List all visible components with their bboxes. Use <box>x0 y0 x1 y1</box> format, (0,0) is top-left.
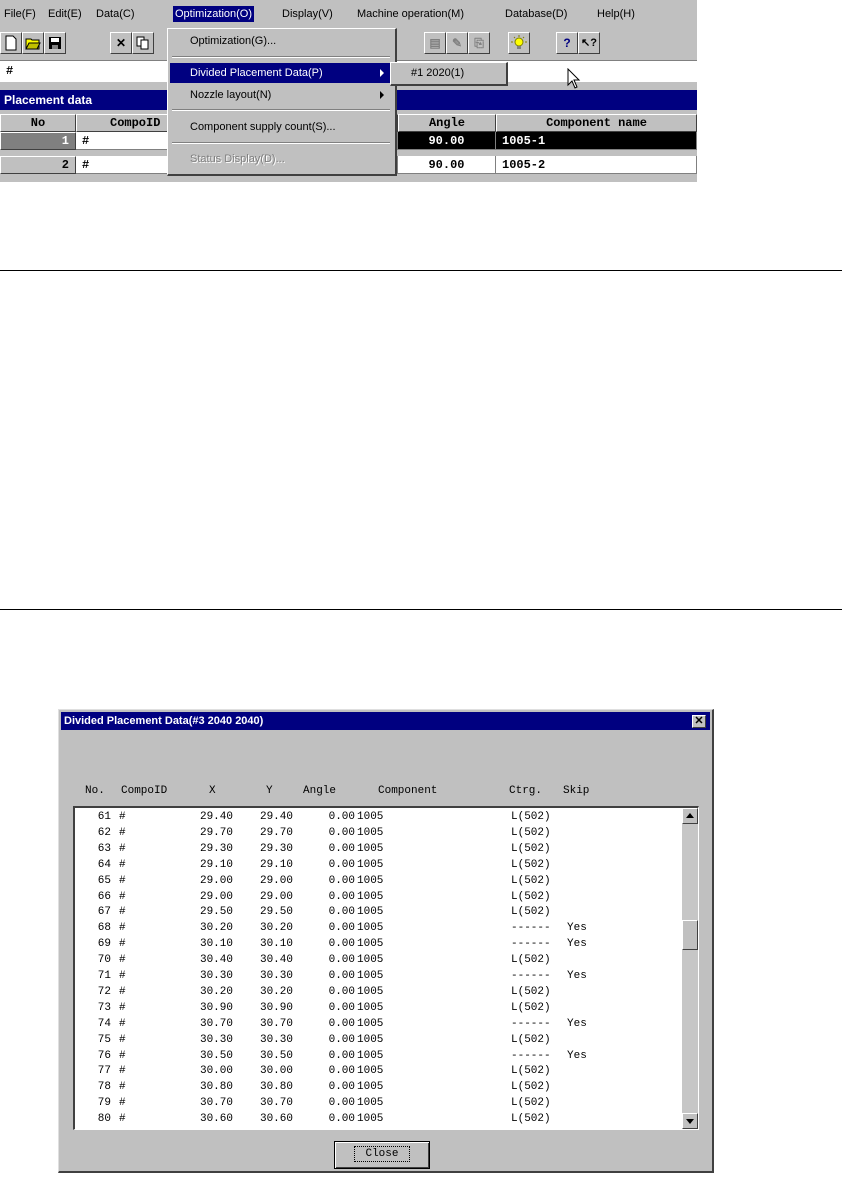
cell-no: 72 <box>97 985 111 998</box>
table-row[interactable] <box>75 1064 675 1080</box>
cell-component: 1005 <box>357 1113 384 1126</box>
cell-x: 30.70 <box>199 1017 233 1030</box>
cell-y: 30.70 <box>259 1017 293 1030</box>
cell-compoid: # <box>119 890 126 903</box>
menu-file[interactable]: File(F) <box>4 8 36 20</box>
cell-compoid: # <box>119 1033 126 1046</box>
cell-skip: Yes <box>567 938 587 951</box>
optimization-dropdown <box>167 28 397 176</box>
cell-no: 78 <box>97 1081 111 1094</box>
cell-compoid: # <box>119 1049 126 1062</box>
cell-compoid: # <box>119 954 126 967</box>
cell-angle[interactable]: 90.00 <box>398 132 496 150</box>
cell-no: 64 <box>97 858 111 871</box>
cell-compoid: # <box>119 922 126 935</box>
col-header-component-name[interactable]: Component name <box>496 114 697 132</box>
submenu-item-2020[interactable]: #1 2020(1) <box>390 62 508 86</box>
col-header-no[interactable]: No <box>0 114 76 132</box>
cell-angle: 0.00 <box>328 890 355 903</box>
cell-angle: 0.00 <box>328 858 355 871</box>
cell-skip: Yes <box>567 1049 587 1062</box>
cell-skip: Yes <box>567 1017 587 1030</box>
cell-component: 1005 <box>357 890 384 903</box>
menu-edit[interactable]: Edit(E) <box>48 8 82 20</box>
cell-ctrg: L(502) <box>511 1097 551 1110</box>
cell-no: 79 <box>97 1097 111 1110</box>
divider <box>0 270 842 271</box>
cell-no: 66 <box>97 890 111 903</box>
submenu-arrow-icon <box>380 91 384 99</box>
cell-x: 29.00 <box>199 874 233 887</box>
menu-separator <box>172 142 390 144</box>
cell-compoid: # <box>119 1001 126 1014</box>
cell-x: 30.20 <box>199 985 233 998</box>
cell-skip: Yes <box>567 922 587 935</box>
cell-compoid: # <box>119 811 126 823</box>
cell-y: 30.90 <box>259 1001 293 1014</box>
cell-y: 29.10 <box>259 858 293 871</box>
row-header-2[interactable]: 2 <box>0 156 76 174</box>
col-header-skip: Skip <box>563 785 590 797</box>
cell-component: 1005 <box>357 1081 384 1094</box>
table-row[interactable] <box>75 1049 675 1065</box>
menu-database[interactable]: Database(D) <box>505 8 568 20</box>
cell-y: 29.50 <box>259 906 293 919</box>
menu-display[interactable]: Display(V) <box>282 8 333 20</box>
cell-compoid: # <box>119 826 126 839</box>
cell-x: 29.30 <box>199 842 233 855</box>
col-header-x: X <box>209 785 216 797</box>
cell-no: 69 <box>97 938 111 951</box>
cell-compoid: # <box>119 1113 126 1126</box>
submenu-arrow-icon <box>380 69 384 77</box>
scrollbar-thumb[interactable] <box>682 920 698 950</box>
cell-no: 68 <box>97 922 111 935</box>
cell-y: 30.20 <box>259 985 293 998</box>
cell-no: 76 <box>97 1049 111 1062</box>
cell-angle[interactable]: 90.00 <box>398 156 496 174</box>
col-header-y: Y <box>266 785 273 797</box>
table-row[interactable] <box>75 1112 675 1128</box>
cell-x: 29.00 <box>199 890 233 903</box>
cell-x: 30.00 <box>199 1065 233 1078</box>
cell-angle: 0.00 <box>328 874 355 887</box>
cell-compoid[interactable]: # <box>76 132 398 150</box>
cell-x: 29.10 <box>199 858 233 871</box>
delete-icon[interactable]: ✕ <box>110 32 132 54</box>
col-header-angle[interactable]: Angle <box>398 114 496 132</box>
col-header-ctrg: Ctrg. <box>509 785 543 797</box>
cell-component: 1005 <box>357 985 384 998</box>
bulb-icon[interactable] <box>508 32 530 54</box>
cell-angle: 0.00 <box>328 1001 355 1014</box>
cell-component: 1005 <box>357 906 384 919</box>
cell-y: 30.80 <box>259 1081 293 1094</box>
cell-x: 30.40 <box>199 954 233 967</box>
cell-no: 65 <box>97 874 111 887</box>
scroll-up-icon[interactable] <box>682 808 698 824</box>
cell-ctrg: L(502) <box>511 1033 551 1046</box>
close-button-label: Close <box>354 1146 409 1162</box>
cell-y: 30.50 <box>259 1049 293 1062</box>
cell-compoid: # <box>119 842 126 855</box>
close-button[interactable] <box>334 1141 430 1169</box>
close-icon[interactable]: ✕ <box>692 715 706 728</box>
cell-angle: 0.00 <box>328 1081 355 1094</box>
cell-compoid: # <box>119 1081 126 1094</box>
cell-y: 30.20 <box>259 922 293 935</box>
cell-component-name[interactable]: 1005-2 <box>496 156 697 174</box>
cell-component: 1005 <box>357 1001 384 1014</box>
cell-compoid: # <box>119 985 126 998</box>
cell-no: 71 <box>97 970 111 982</box>
cell-angle: 0.00 <box>328 1033 355 1046</box>
cell-no: 75 <box>97 1033 111 1046</box>
cell-component: 1005 <box>357 811 384 823</box>
cell-no: 70 <box>97 954 111 967</box>
cell-y: 30.70 <box>259 1097 293 1110</box>
cell-ctrg: L(502) <box>511 890 551 903</box>
menu-item-status-display: Status Display(D)... <box>190 153 285 165</box>
cell-component: 1005 <box>357 874 384 887</box>
cell-ctrg: L(502) <box>511 1001 551 1014</box>
menu-item-optimization[interactable]: Optimization(G)... <box>190 35 277 47</box>
cell-x: 30.90 <box>199 1001 233 1014</box>
cell-ctrg: L(502) <box>511 1065 551 1078</box>
cell-component: 1005 <box>357 938 384 951</box>
edit-icon[interactable]: ✎ <box>446 32 468 54</box>
divided-placement-dialog <box>58 709 714 1173</box>
cell-compoid: # <box>119 858 126 871</box>
cell-compoid: # <box>119 970 126 982</box>
dialog-title <box>61 712 710 730</box>
cell-x: 29.70 <box>199 826 233 839</box>
divider <box>0 609 842 610</box>
table-row[interactable] <box>75 890 675 906</box>
table-row[interactable] <box>75 858 675 874</box>
cell-no: 80 <box>97 1113 111 1126</box>
menu-item-label: Nozzle layout(N) <box>190 89 272 101</box>
cell-ctrg: L(502) <box>511 874 551 887</box>
cell-compoid: # <box>119 906 126 919</box>
cell-angle: 0.00 <box>328 1097 355 1110</box>
cell-x: 30.30 <box>199 970 233 982</box>
menu-separator <box>172 109 390 111</box>
main-window-screenshot <box>0 0 697 182</box>
table-row[interactable] <box>75 937 675 953</box>
table-row[interactable] <box>75 826 675 842</box>
cell-component: 1005 <box>357 1097 384 1110</box>
cell-angle: 0.00 <box>328 970 355 982</box>
menu-item-divided-placement-data[interactable] <box>170 63 392 83</box>
cell-ctrg: ------ <box>511 970 551 982</box>
open-folder-icon[interactable] <box>22 32 44 54</box>
cell-angle: 0.00 <box>328 1049 355 1062</box>
table-row[interactable] <box>75 1080 675 1096</box>
cell-component-name[interactable]: 1005-1 <box>496 132 697 150</box>
new-file-icon[interactable] <box>0 32 22 54</box>
col-header-component: Component <box>378 785 438 797</box>
cell-angle: 0.00 <box>328 906 355 919</box>
cell-ctrg: L(502) <box>511 906 551 919</box>
cell-x: 30.10 <box>199 938 233 951</box>
table-row[interactable] <box>75 842 675 858</box>
scroll-down-icon[interactable] <box>682 1113 698 1129</box>
cell-angle: 0.00 <box>328 938 355 951</box>
placement-list[interactable] <box>73 806 699 1130</box>
cell-compoid: # <box>119 1065 126 1078</box>
col-header-angle: Angle <box>303 785 337 797</box>
cell-no: 62 <box>97 826 111 839</box>
cell-y: 30.00 <box>259 1065 293 1078</box>
cell-compoid: # <box>119 874 126 887</box>
cell-x: 29.40 <box>199 811 233 823</box>
cell-ctrg: L(502) <box>511 811 551 823</box>
cell-ctrg: L(502) <box>511 1081 551 1094</box>
table-row[interactable] <box>75 810 675 826</box>
table-row[interactable] <box>75 905 675 921</box>
cell-compoid[interactable]: # <box>76 156 398 174</box>
table-row[interactable] <box>75 1017 675 1033</box>
cell-compoid: # <box>119 1017 126 1030</box>
table-row[interactable] <box>75 1096 675 1112</box>
cell-component: 1005 <box>357 1017 384 1030</box>
cell-compoid: # <box>119 938 126 951</box>
cell-x: 30.70 <box>199 1097 233 1110</box>
cell-angle: 0.00 <box>328 826 355 839</box>
dialog-title-text: Divided Placement Data(#3 2040 2040) <box>64 715 264 727</box>
cell-ctrg: L(502) <box>511 1113 551 1126</box>
menu-item-component-supply-count[interactable]: Component supply count(S)... <box>190 121 336 133</box>
cell-component: 1005 <box>357 954 384 967</box>
cell-y: 30.30 <box>259 970 293 982</box>
cell-ctrg: ------ <box>511 1017 551 1030</box>
cell-ctrg: L(502) <box>511 985 551 998</box>
cell-component: 1005 <box>357 826 384 839</box>
table-row[interactable] <box>75 874 675 890</box>
cell-y: 30.30 <box>259 1033 293 1046</box>
cell-compoid: # <box>119 1097 126 1110</box>
cell-y: 29.00 <box>259 874 293 887</box>
row-header-1[interactable]: 1 <box>0 132 76 150</box>
context-help-icon[interactable]: ↖? <box>578 32 600 54</box>
data-icon[interactable]: ▤ <box>424 32 446 54</box>
cell-no: 73 <box>97 1001 111 1014</box>
cell-y: 29.30 <box>259 842 293 855</box>
paste-icon[interactable]: ⎘ <box>468 32 490 54</box>
cell-ctrg: L(502) <box>511 826 551 839</box>
cell-component: 1005 <box>357 858 384 871</box>
cell-angle: 0.00 <box>328 1017 355 1030</box>
cell-angle: 0.00 <box>328 842 355 855</box>
cell-no: 74 <box>97 1017 111 1030</box>
cell-angle: 0.00 <box>328 922 355 935</box>
vertical-scrollbar[interactable] <box>682 808 698 1129</box>
cell-y: 29.00 <box>259 890 293 903</box>
menu-item-nozzle-layout[interactable] <box>170 85 392 105</box>
cell-component: 1005 <box>357 1065 384 1078</box>
menu-item-label: Divided Placement Data(P) <box>190 67 323 79</box>
cell-ctrg: L(502) <box>511 954 551 967</box>
mouse-pointer-icon <box>567 68 581 90</box>
cell-ctrg: ------ <box>511 1049 551 1062</box>
menu-separator <box>172 56 390 58</box>
cell-angle: 0.00 <box>328 811 355 823</box>
cell-component: 1005 <box>357 970 384 982</box>
cell-skip: Yes <box>567 970 587 982</box>
col-header-no: No. <box>85 785 105 797</box>
cell-ctrg: ------ <box>511 938 551 951</box>
cell-y: 30.60 <box>259 1113 293 1126</box>
table-row[interactable] <box>75 953 675 969</box>
cell-no: 67 <box>97 906 111 919</box>
cell-ctrg: L(502) <box>511 842 551 855</box>
menu-machine-operation[interactable]: Machine operation(M) <box>357 8 464 20</box>
cell-angle: 0.00 <box>328 985 355 998</box>
cell-ctrg: L(502) <box>511 858 551 871</box>
table-row[interactable] <box>75 969 675 985</box>
cell-no: 61 <box>97 811 111 823</box>
cell-x: 30.80 <box>199 1081 233 1094</box>
cell-ctrg: ------ <box>511 922 551 935</box>
copy-icon[interactable] <box>132 32 154 54</box>
cell-component: 1005 <box>357 1033 384 1046</box>
cell-y: 30.40 <box>259 954 293 967</box>
cell-x: 30.50 <box>199 1049 233 1062</box>
menu-optimization[interactable]: Optimization(O) <box>175 8 253 20</box>
cell-x: 30.30 <box>199 1033 233 1046</box>
menu-bar <box>0 0 697 28</box>
cell-angle: 0.00 <box>328 1113 355 1126</box>
cell-component: 1005 <box>357 922 384 935</box>
cell-y: 29.70 <box>259 826 293 839</box>
cell-angle: 0.00 <box>328 954 355 967</box>
cell-component: 1005 <box>357 1049 384 1062</box>
placement-data-title: Placement data <box>0 90 697 110</box>
command-input[interactable]: # <box>0 60 697 82</box>
cell-x: 30.60 <box>199 1113 233 1126</box>
col-header-compoid[interactable]: CompoID <box>76 114 398 132</box>
table-row[interactable] <box>75 985 675 1001</box>
save-icon[interactable] <box>44 32 66 54</box>
cell-x: 29.50 <box>199 906 233 919</box>
cell-y: 30.10 <box>259 938 293 951</box>
cell-y: 29.40 <box>259 811 293 823</box>
menu-data[interactable]: Data(C) <box>96 8 135 20</box>
cell-x: 30.20 <box>199 922 233 935</box>
table-row[interactable] <box>75 1001 675 1017</box>
col-header-compoid: CompoID <box>121 785 168 797</box>
table-row[interactable] <box>75 921 675 937</box>
cell-no: 77 <box>97 1065 111 1078</box>
cell-component: 1005 <box>357 842 384 855</box>
cell-angle: 0.00 <box>328 1065 355 1078</box>
table-row[interactable] <box>75 1033 675 1049</box>
cell-no: 63 <box>97 842 111 855</box>
menu-help[interactable]: Help(H) <box>597 8 635 20</box>
help-icon[interactable]: ? <box>556 32 578 54</box>
